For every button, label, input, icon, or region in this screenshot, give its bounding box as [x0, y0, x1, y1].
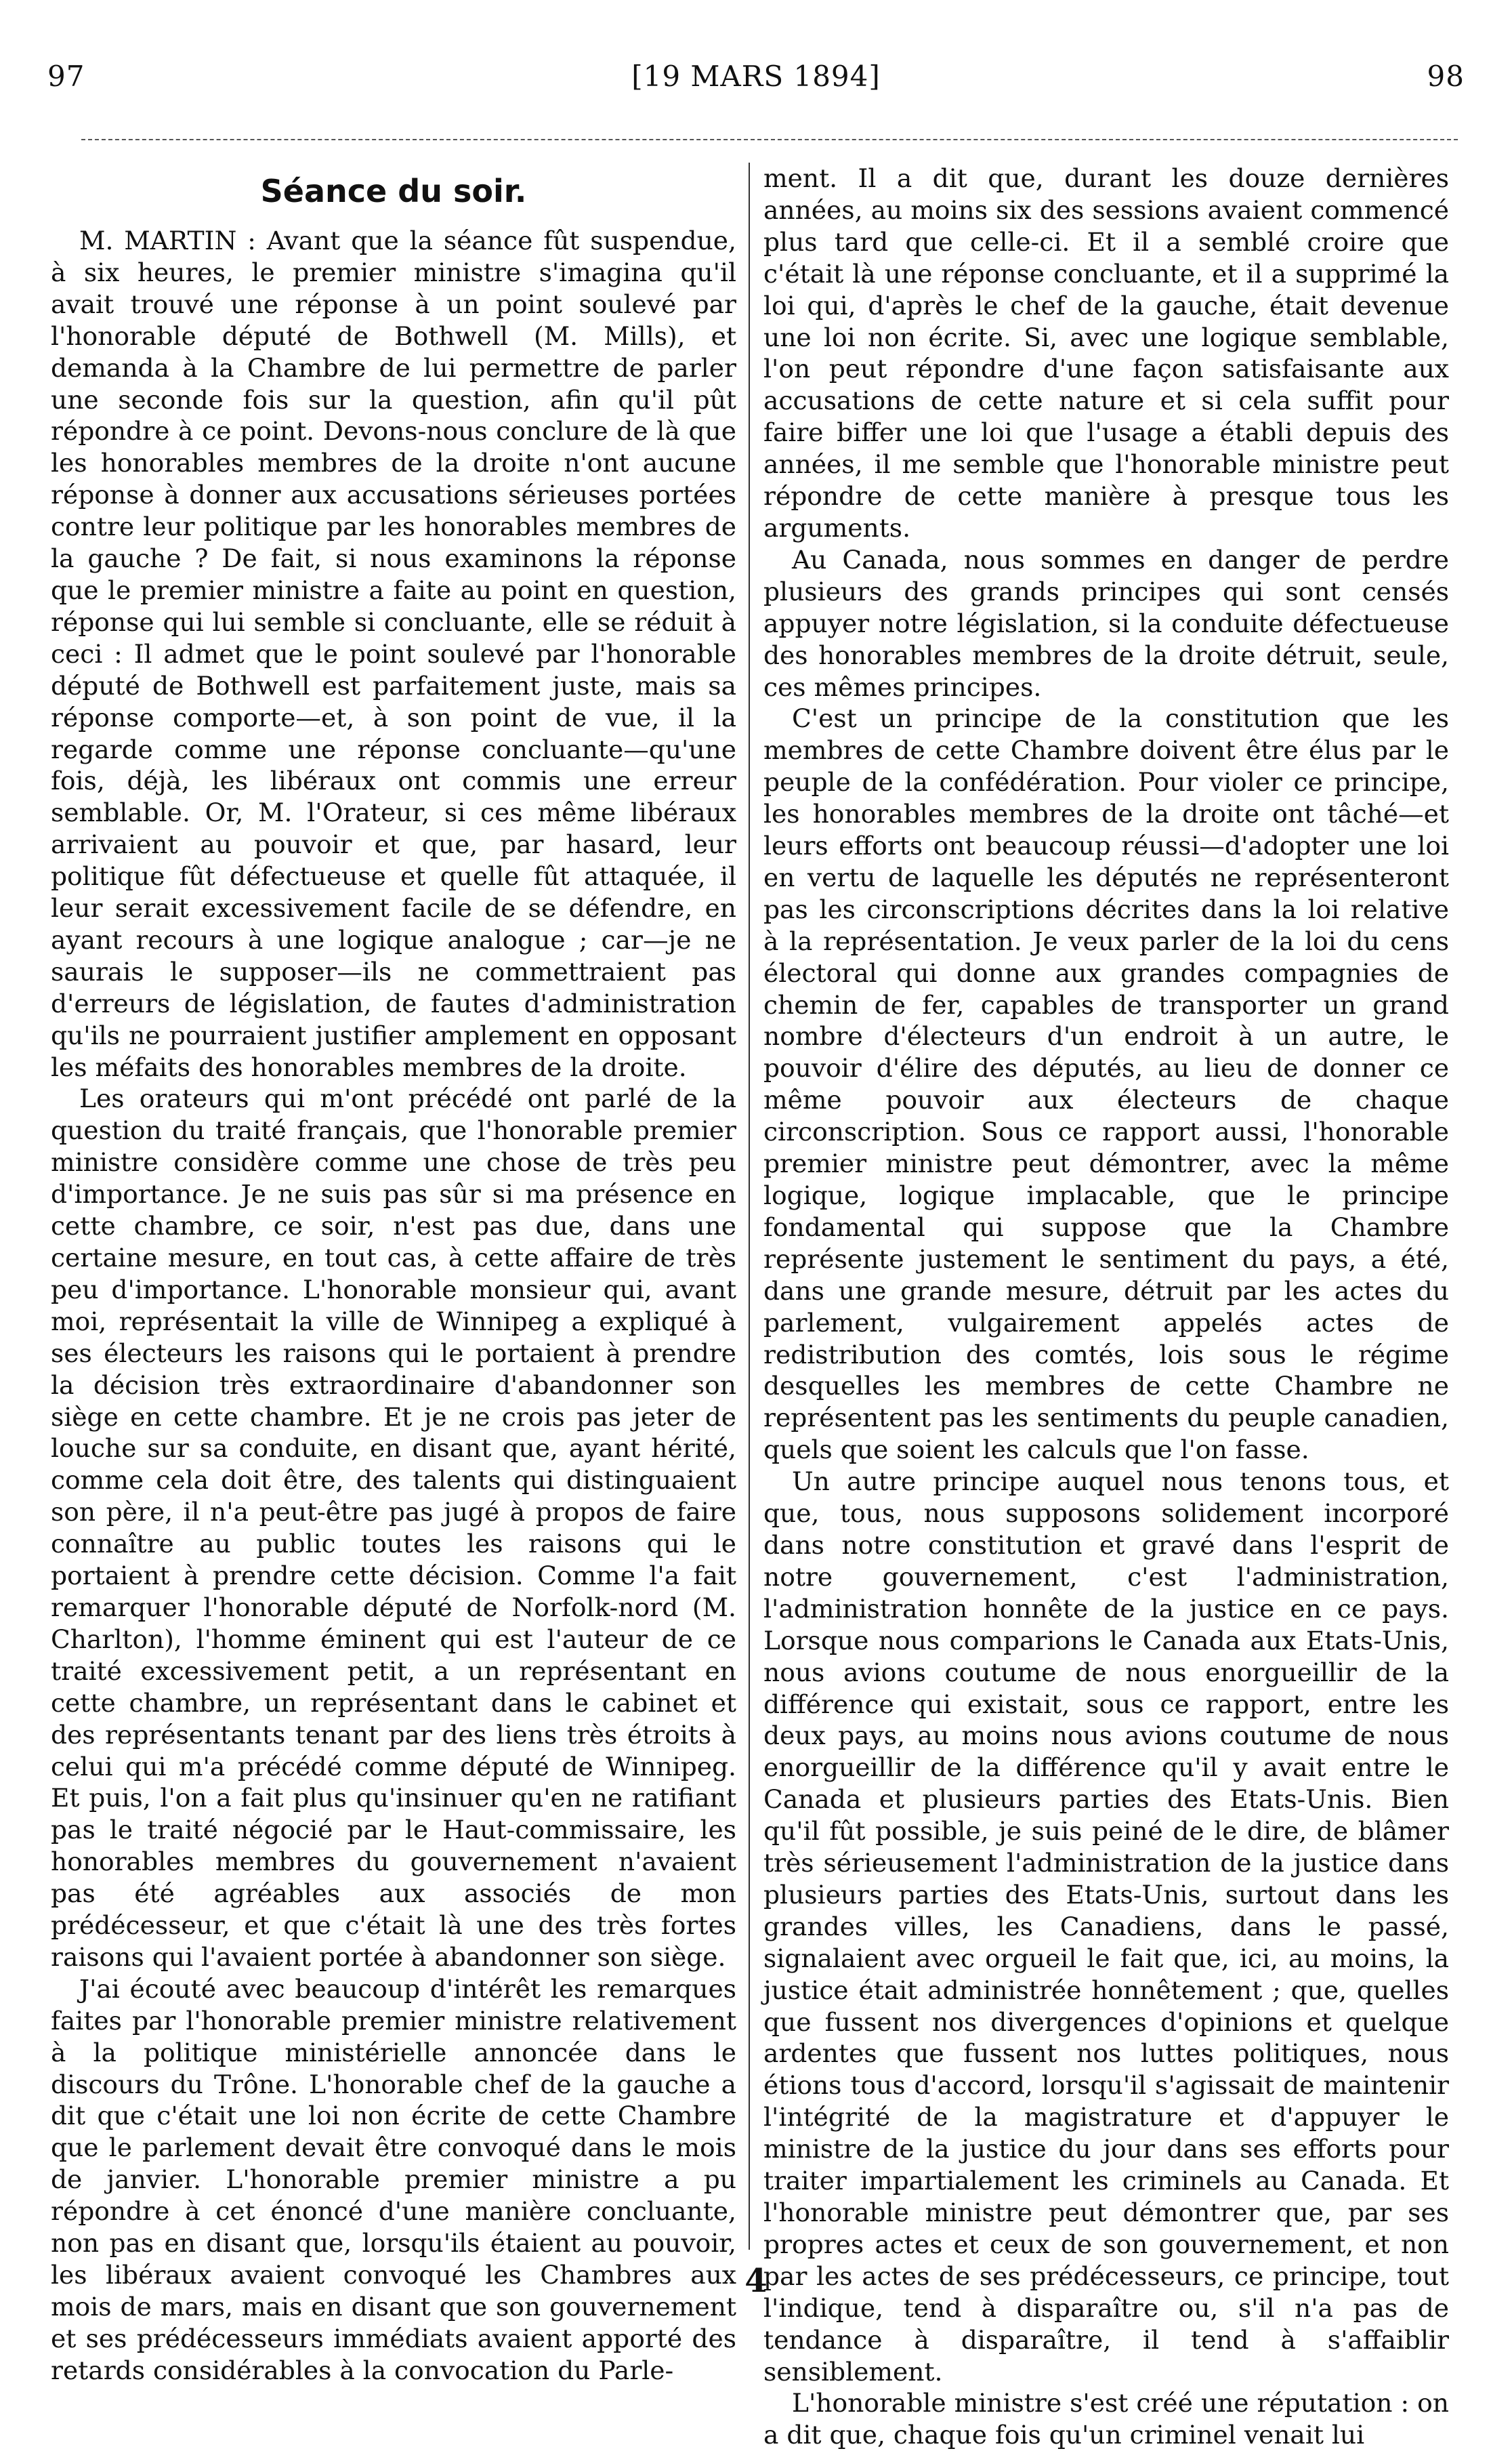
paragraph: Les orateurs qui m'ont précédé ont parlé de la question du traité français, que l'honorable premier ministre considère comme une chose de très peu d'importance. Je ne suis pas sûr si ma présence en cette chambre, ce soir, n'est pas due, dans une certaine mesure, en tout cas, à cette affaire de très peu d'importance. L'honorable monsieur qui, avant moi, représentait la ville de Winnipeg a expliqué à ses électeurs les raisons qui le portaient à prendre la décision très extraordinaire d'abandonner son siège en cette chambre. Et je ne crois pas jeter de louche sur sa conduite, en disant que, ayant hérité, comme cela doit être, des talents qui distinguaient son père, il n'a peut-être pas jugé à propos de faire connaître au public toutes les raisons qui le portaient à prendre cette décision. Comme l'a fait remarquer l'honorable député de Norfolk-nord (M. Charlton), l'homme éminent qui est l'auteur de ce traité excessivement petit, a un représentant en cette chambre, un représentant dans le cabinet et des représentants tenant par des liens très étroits à celui qui m'a précédé comme député de Winnipeg. Et puis, l'on a fait plus qu'insinuer qu'en ne ratifiant pas le traité négocié par le Haut-commissaire, les honorables membres du gouvernement n'avaient pas été agréables aux associés de mon prédécesseur, et que c'était là une des très fortes raisons qui l'avaient portée à abandonner son siège. — [51, 1084, 736, 1972]
page-header — [47, 60, 1465, 107]
header-date: [19 MARS 1894] — [631, 60, 881, 93]
section-title: Séance du soir. — [260, 173, 527, 209]
header-rule — [81, 139, 1458, 140]
paragraph: C'est un principe de la constitution que les membres de cette Chambre doivent être élus par le peuple de la confédération. Pour violer ce principe, les honorables membres de la droite ont tâché—et leurs efforts ont beaucoup réussi—d'adopter une loi en vertu de laquelle les députés ne représenteront pas les circonscriptions décrites dans la loi relative à la représentation. Je veux parler de la loi du cens électoral qui donne aux grandes compagnies de chemin de fer, capables de transporter un grand nombre d'électeurs d'un endroit à un autre, le pouvoir d'élire des députés, au lieu de donner ce même pouvoir aux électeurs de chaque circonscription. Sous ce rapport aussi, l'honorable premier ministre peut démontrer, avec la même logique, logique implacable, que le principe fondamental qui suppose que la Chambre représente justement le sentiment du pays, a été, dans une grande mesure, détruit par les actes du parlement, vulgairement appelés actes de redistribution des comtés, lois sous le régime desquelles les membres de cette Chambre ne représentent pas les sentiments du peuple canadien, quels que soient les calculs que l'on fasse. — [763, 703, 1449, 1465]
column-divider — [749, 163, 750, 2250]
paragraph: M. MARTIN : Avant que la séance fût suspendue, à six heures, le premier ministre s'imagina qu'il avait trouvé une réponse à un point soulevé par l'honorable député de Bothwell (M. Mills), et demanda à la Chambre de lui permettre de parler une seconde fois sur la question, afin qu'il pût répondre à ce point. Devons-nous conclure de là que les honorables membres de la droite n'ont aucune réponse à donner aux accusations sérieuses portées contre leur politique par les honorables membres de la gauche ? De fait, si nous examinons la réponse que le premier ministre a faite au point en question, réponse qui lui semble si concluante, elle se réduit à ceci : Il admet que le point soulevé par l'honorable député de Bothwell est parfaitement juste, mais sa réponse comporte—et, à son point de vue, il la regarde comme une réponse concluante—qu'une fois, déjà, les libéraux ont commis une erreur semblable. Or, M. l'Orateur, si ces même libéraux arrivaient au pouvoir et que, par hasard, leur politique fût défectueuse et quelle fût attaquée, il leur serait excessivement facile de se défendre, en ayant recours à une logique analogue ; car—je ne saurais le supposer—ils ne commettraient pas d'erreurs de législation, de fautes d'administration qu'ils ne pourraient justifier amplement en opposant les méfaits des honorables membres de la droite. — [51, 226, 736, 1082]
paragraph: J'ai écouté avec beaucoup d'intérêt les remarques faites par l'honorable premier ministre relativement à la politique ministérielle annoncée dans le discours du Trône. L'honorable chef de la gauche a dit que c'était une loi non écrite de cette Chambre que le parlement devait être convoqué dans le mois de janvier. L'honorable premier ministre a pu répondre à cet énoncé d'une manière concluante, non pas en disant que, lorsqu'ils étaient au pouvoir, les libéraux avaient convoqué les Chambres aux mois de mars, mais en disant que son gouvernement et ses prédécesseurs immédiats avaient apporté des retards considérables à la convocation du Parle- — [51, 1973, 736, 2385]
left-page-number: 97 — [47, 60, 85, 93]
paragraph: ment. Il a dit que, durant les douze dernières années, au moins six des sessions avaient commencé plus tard que celle-ci. Et il a semblé croire que c'était là une réponse concluante, et il a supprimé la loi qui, d'après le chef de la gauche, était devenue une loi non écrite. Si, avec une logique semblable, l'on peut répondre d'une façon satisfaisante aux accusations de cette nature et si cela suffit pour faire biffer une loi que l'usage a établi depuis des années, il me semble que l'honorable ministre peut répondre de cette manière à presque tous les arguments. — [763, 163, 1449, 543]
paragraph: L'honorable ministre s'est créé une réputation : on a dit que, chaque fois qu'un criminel venait lui — [763, 2388, 1449, 2450]
text-columns — [51, 163, 1461, 2450]
paragraph: Au Canada, nous sommes en danger de perdre plusieurs des grands principes qui sont censés appuyer notre législation, si la conduite défectueuse des honorables membres de la droite détruit, seule, ces mêmes principes. — [763, 544, 1449, 702]
footer-page-number: 4 — [744, 2262, 768, 2300]
right-column — [763, 163, 1449, 2450]
paragraph: Un autre principe auquel nous tenons tous, et que, tous, nous supposons solidement incorporé dans notre constitution et gravé dans l'esprit de notre gouvernement, c'est l'administration, l'administration honnête de la justice en ce pays. Lorsque nous comparions le Canada aux Etats-Unis, nous avions coutume de nous enorgueillir de la différence qui existait, sous ce rapport, entre les deux pays, au moins nous avions coutume de nous enorgueillir de la différence qu'il y avait entre le Canada et plusieurs parties des Etats-Unis. Bien qu'il fût possible, je suis peiné de le dire, de blâmer très sérieusement l'administration de la justice dans plusieurs parties des Etats-Unis, surtout dans les grandes villes, les Canadiens, dans le passé, signalaient avec orgueil le fait que, ici, au moins, la justice était administrée honnêtement ; que, quelles que fussent nos divergences d'opinions et quelque ardentes que fussent nos luttes politiques, nous étions tous d'accord, lorsqu'il s'agissait de maintenir l'intégrité de la magistrature et d'appuyer le ministre de la justice du jour dans ses efforts pour traiter impartialement les criminels au Canada. Et l'honorable ministre peut démontrer que, par ses propres actes et ceux de son gouvernement, et non par les actes de ses prédécesseurs, ce principe, tout l'indique, tend à disparaître ou, s'il n'a pas de tendance à disparaître, il tend à s'affaiblir sensiblement. — [763, 1466, 1449, 2387]
left-column — [51, 163, 736, 2385]
right-page-number: 98 — [1427, 60, 1465, 93]
